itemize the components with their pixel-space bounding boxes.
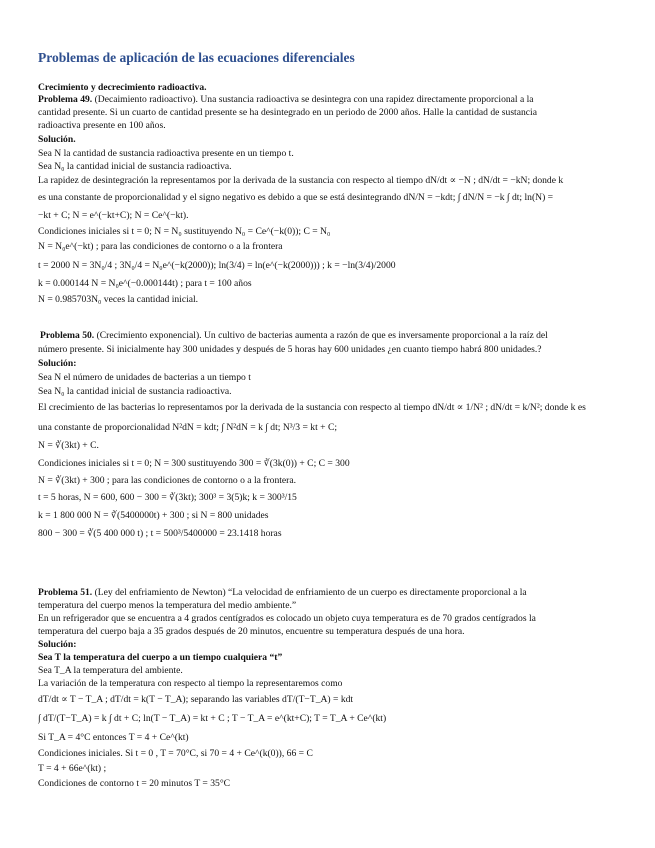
problem-51-label: Problema 51. (38, 587, 93, 598)
problem-50-statement-2: número presente. Si inicialmente hay 300 unidades y después de 5 horas hay 600 unidades ¿en cuanto tiempo habrá 800 unidades.? (38, 344, 542, 355)
problem-50-line-8: t = 5 horas, N = 600, 600 − 300 = ∛(3kt); 300³ = 3(5)k; k = 300³/15 (38, 492, 297, 503)
problem-50-text: (Crecimiento exponencial). Un cultivo de bacterias aumenta a razón de que es inversamente proporcional a la raíz del (94, 330, 548, 341)
problem-49-line-9: k = 0.000144 N = N₀e^(−0.000144t) ; para t = 100 años (38, 278, 252, 289)
problem-49-statement-2: cantidad presente. Si un cuarto de cantidad presente se ha desintegrado en un periodo de 2000 años. Halle la cantidad de sustancia (38, 107, 537, 118)
problem-49-solution-label: Solución. (38, 134, 76, 145)
problem-49-line-6: Condiciones iniciales si t = 0; N = N₀ sustituyendo N₀ = Ce^(−k(0)); C = N₀ (38, 226, 331, 237)
problem-50-line-5: N = ∛(3kt) + C. (38, 440, 99, 451)
problem-50-line-3: El crecimiento de las bacterias lo representamos por la derivada de la sustancia con respecto al tiempo dN/dt ∝ 1/N² ; dN/dt = k/N²; donde k es (38, 402, 586, 413)
problem-49-line-4: es una constante de proporcionalidad y el signo negativo es debido a que se está desintegrando dN/N = −kdt; ∫ dN/N = −k ∫ dt; ln(N) = (38, 192, 554, 203)
problem-49-line-10: N = 0.985703N₀ veces la cantidad inicial. (38, 294, 199, 305)
problem-50-line-2: Sea N₀ la cantidad inicial de sustancia radioactiva. (38, 386, 232, 397)
problem-51-line-2: Sea T_A la temperatura del ambiente. (38, 665, 183, 676)
problem-49-statement-1 (38, 94, 625, 106)
problem-50-line-9: k = 1 800 000 N = ∛(5400000t) + 300 ; si N = 800 unidades (38, 510, 269, 521)
problem-51-solution-label: Solución: (38, 639, 77, 650)
problem-50-line-6: Condiciones iniciales si t = 0; N = 300 sustituyendo 300 = ∛(3k(0)) + C; C = 300 (38, 458, 350, 469)
problem-49-text: (Decaimiento radioactivo). Una sustancia radioactiva se desintegra con una rapidez directamente proporcional a la (92, 94, 534, 105)
problem-51-line-5: ∫ dT/(T−T_A) = k ∫ dt + C; ln(T − T_A) = kt + C ; T − T_A = e^(kt+C); T = T_A + Ce^(kt) (38, 713, 387, 724)
problem-49-line-7: N = N₀e^(−kt) ; para las condiciones de contorno o a la frontera (38, 241, 283, 252)
problem-49-line-5: −kt + C; N = e^(−kt+C); N = Ce^(−kt). (38, 210, 189, 221)
problem-50-line-7: N = ∛(3kt) + 300 ; para las condiciones de contorno o a la frontera. (38, 475, 297, 486)
problem-51-line-3: La variación de la temperatura con respecto al tiempo la representaremos como (38, 678, 343, 689)
problem-50-label: Problema 50. (40, 330, 95, 341)
problem-51-line-4: dT/dt ∝ T − T_A ; dT/dt = k(T − T_A); separando las variables dT/(T−T_A) = kdt (38, 694, 354, 705)
problem-50-line-1: Sea N el número de unidades de bacterias a un tiempo t (38, 372, 251, 383)
problem-51-line-9: Condiciones de contorno t = 20 minutos T = 35°C (38, 778, 231, 789)
problem-49-line-1: Sea N la cantidad de sustancia radioactiva presente en un tiempo t. (38, 148, 294, 159)
problem-50-statement-1 (40, 330, 625, 342)
problem-49-line-8: t = 2000 N = 3N₀/4 ; 3N₀/4 = N₀e^(−k(2000)); ln(3/4) = ln(e^(−k(2000))) ; k = −ln(3/4)/2000 (38, 260, 396, 271)
problem-51-text: (Ley del enfriamiento de Newton) “La velocidad de enfriamiento de un cuerpo es directamente proporcional a la (92, 587, 527, 598)
problem-51-line-8: T = 4 + 66e^(kt) ; (38, 763, 107, 774)
page-title: Problemas de aplicación de las ecuaciones diferenciales (38, 50, 355, 65)
problem-49-line-3: La rapidez de desintegración la representamos por la derivada de la sustancia con respecto al tiempo dN/dt ∝ −N ; dN/dt = −kN; donde k (38, 175, 564, 186)
problem-51-line-7: Condiciones iniciales. Si t = 0 , T = 70°C, si 70 = 4 + Ce^(k(0)), 66 = C (38, 748, 313, 759)
problem-49-label: Problema 49. (38, 94, 93, 105)
problem-51-line-6: Si T_A = 4°C entonces T = 4 + Ce^(kt) (38, 732, 189, 743)
problem-51-statement-4: temperatura del cuerpo baja a 35 grados después de 20 minutos, encuentre su temperatura después de una hora. (38, 626, 465, 637)
problem-50-line-4: una constante de proporcionalidad N²dN = kdt; ∫ N²dN = k ∫ dt; N³/3 = kt + C; (38, 422, 338, 433)
problem-49-line-2: Sea N₀ la cantidad inicial de sustancia radioactiva. (38, 161, 232, 172)
problem-51-statement-3: En un refrigerador que se encuentra a 4 grados centígrados es colocado un objeto cuya temperatura es de 70 grados centígrados la (38, 613, 536, 624)
section-heading: Crecimiento y decrecimiento radioactiva. (38, 82, 207, 93)
problem-51-statement-2: temperatura del cuerpo menos la temperatura del medio ambiente.” (38, 600, 297, 611)
problem-51-line-1: Sea T la temperatura del cuerpo a un tiempo cualquiera “t” (38, 652, 283, 663)
problem-49-statement-3: radioactiva presente en 100 años. (38, 120, 166, 131)
problem-50-line-10: 800 − 300 = ∛(5 400 000 t) ; t = 500³/5400000 = 23.1418 horas (38, 528, 282, 539)
problem-51-statement-1 (38, 587, 625, 599)
problem-50-solution-label: Solución: (38, 358, 77, 369)
